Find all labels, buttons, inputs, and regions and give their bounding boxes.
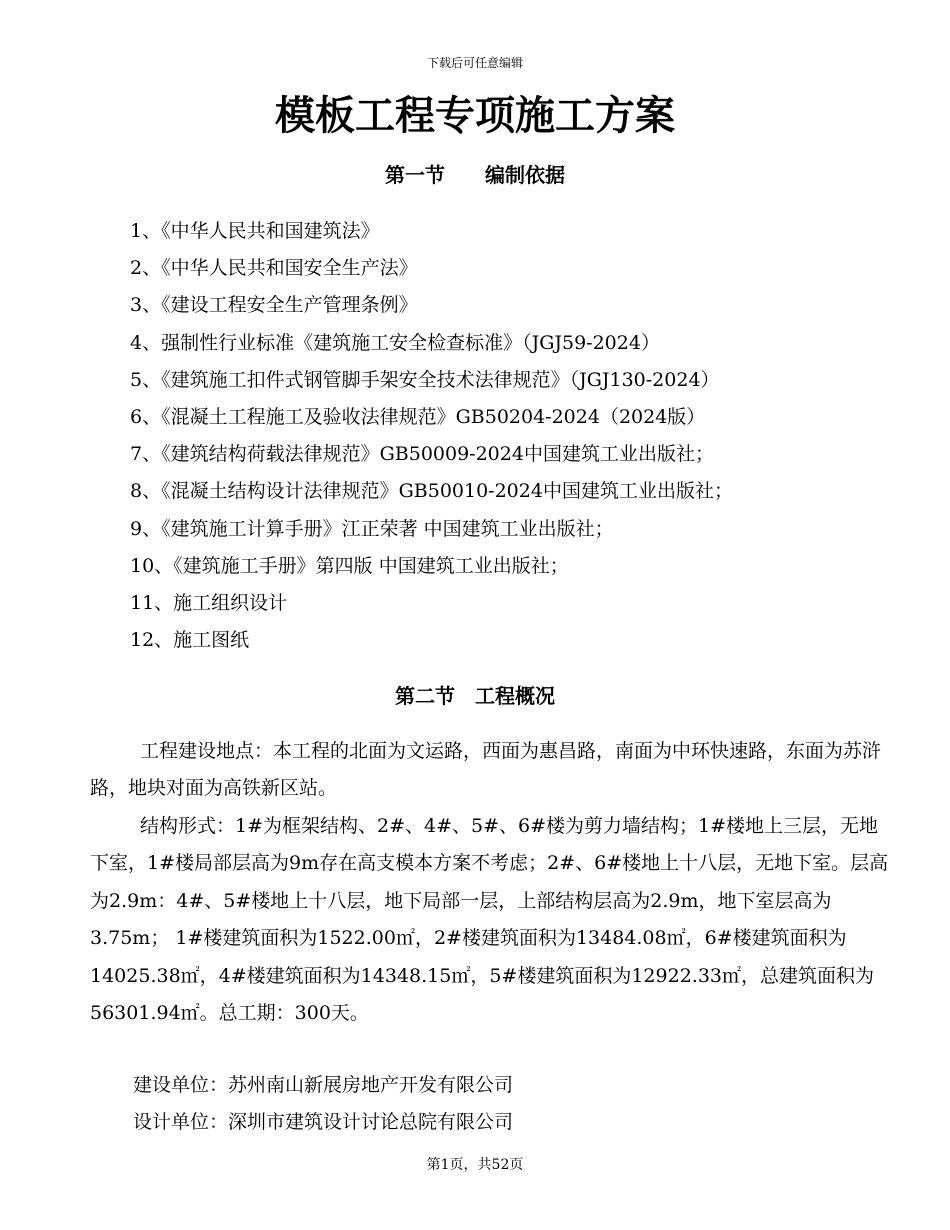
- list-item: 11、施工组织设计: [130, 591, 288, 614]
- list-item: 3、《建设工程安全生产管理条例》: [130, 294, 418, 317]
- reference-list: [130, 213, 910, 659]
- list-item: 5、《建筑施工扣件式钢管脚手架安全技术法律规范》（JGJ130-2024）: [130, 368, 720, 391]
- list-item: 7、《建筑结构荷载法律规范》GB50009-2024中国建筑工业出版社；: [130, 443, 714, 466]
- construction-unit: 建设单位：苏州南山新展房地产开发有限公司: [133, 1074, 514, 1096]
- list-item: 10、《建筑施工手册》第四版 中国建筑工业出版社；: [130, 554, 569, 577]
- location-paragraph: 工程建设地点：本工程的北面为文运路，西面为惠昌路，南面为中环快速路，东面为苏浒路，地块对面为高铁新区站。: [90, 740, 882, 800]
- list-item: 2、《中华人民共和国安全生产法》: [130, 257, 418, 280]
- list-item: 12、施工图纸: [130, 629, 250, 652]
- section-heading-overview: 第二节 工程概况: [395, 684, 555, 708]
- list-item: 9、《建筑施工计算手册》江正荣著 中国建筑工业出版社；: [130, 517, 614, 540]
- list-item: 6、《混凝土工程施工及验收法律规范》GB50204-2024（2024版）: [130, 405, 706, 428]
- structure-paragraph: 结构形式：1#为框架结构、2#、4#、5#、6#楼为剪力墙结构；1#楼地上三层，无地下室，1#楼局部层高为9m存在高支模本方案不考虑；2#、6#楼地上十八层，无地下室。层高为2.9m：4#、5#楼地上十八层，地下局部一层，上部结构层高为2.9m，地下室层高为3.75m； 1#楼建筑面积为1522.00㎡，2#楼建筑面积为13484.08㎡，6#楼建筑面积为14025.38㎡，4#楼建筑面积为14348.15㎡，5#楼建筑面积为12922.33㎡，总建筑面积为56301.94㎡。总工期：300天。: [90, 815, 889, 1025]
- list-item: 4、强制性行业标准《建筑施工安全检查标准》（JGJ59-2024）: [130, 331, 660, 354]
- design-unit: 设计单位：深圳市建筑设计讨论总院有限公司: [133, 1111, 514, 1133]
- document-title: 模板工程专项施工方案: [275, 93, 675, 139]
- header-note: 下载后可任意编辑: [426, 56, 523, 70]
- page-footer: 第1页，共52页: [426, 1157, 524, 1173]
- section-heading-basis: 第一节 编制依据: [385, 163, 565, 187]
- list-item: 8、《混凝土结构设计法律规范》GB50010-2024中国建筑工业出版社；: [130, 480, 733, 503]
- list-item: 1、《中华人民共和国建筑法》: [130, 220, 380, 242]
